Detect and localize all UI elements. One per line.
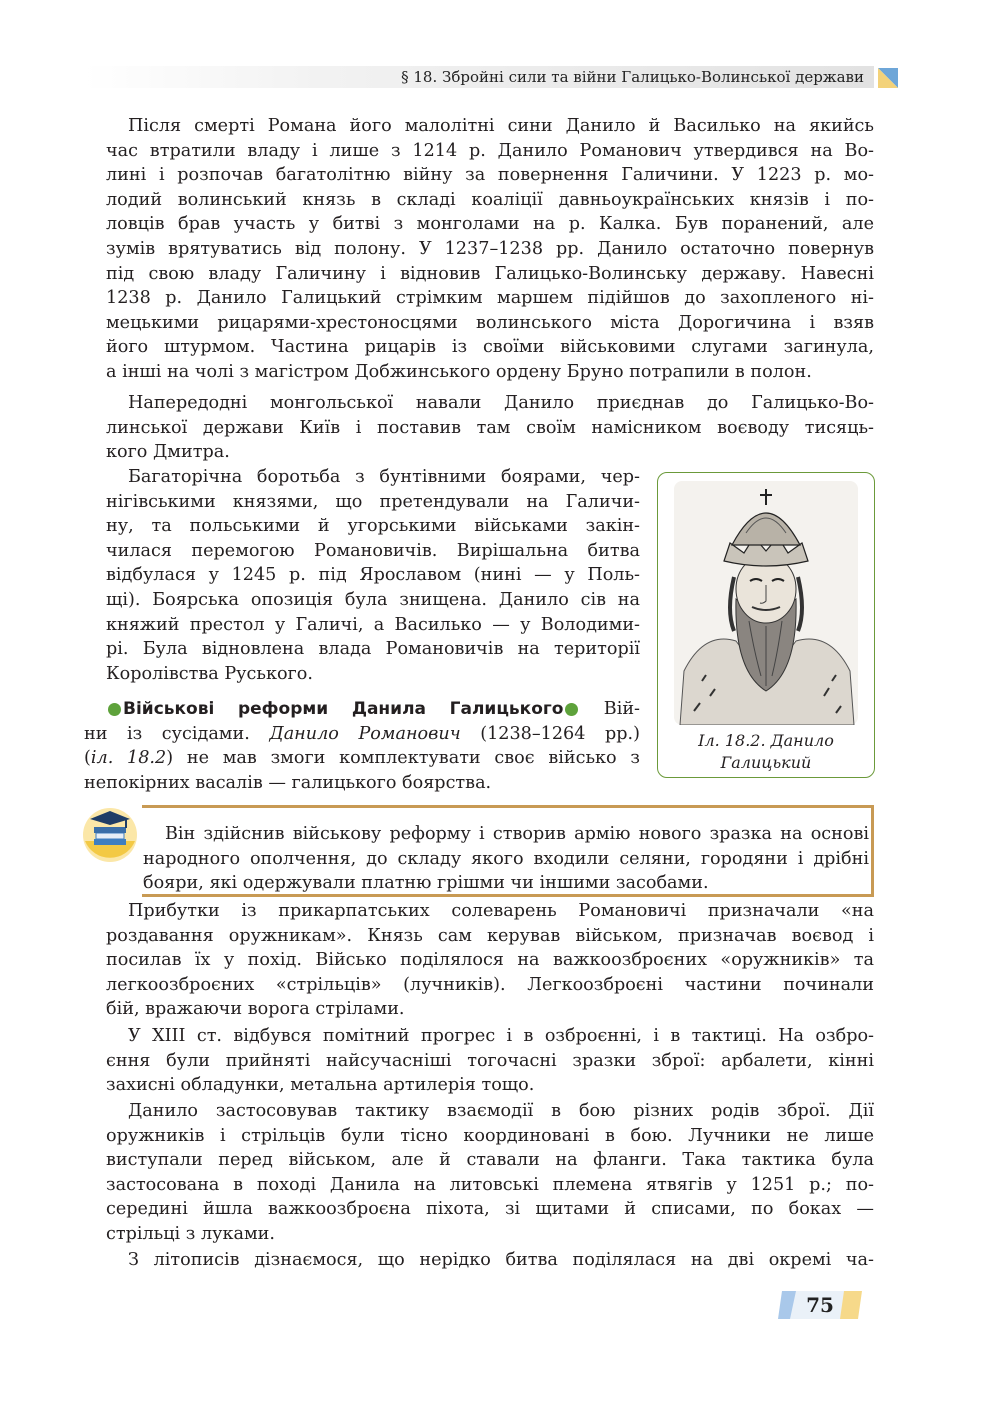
text-line: У XIII ст. відбувся помітний прогрес і в озброєнні, і в тактиці. На озбро- [128, 1026, 874, 1046]
highlight-box-text [143, 822, 869, 896]
text-line: щі). Боярська опозиція була знищена. Данило сів на [106, 589, 640, 610]
text-line: єння були прийняті найсучасніші тогочасні зразки зброї: арбалети, кінні [106, 1050, 874, 1071]
green-bullet-icon [108, 703, 121, 716]
text-line [84, 746, 640, 771]
text-line: легкоозброєних «стрільців» (лучників). Легкоозброєні частини починали [106, 974, 874, 995]
caption-line: Галицький [720, 753, 812, 772]
section-text: ( [84, 748, 91, 769]
text-line: ну, та польськими й угорськими військами закін- [106, 516, 640, 537]
text-line: ловців брав участь у битві з монголами на р. Калка. Був поранений, але [106, 214, 874, 235]
section-italic: іл. 18.2 [90, 748, 167, 769]
section-text: (1238–1264 рр.) [460, 723, 640, 744]
text-line: зумів врятуватись від полону. У 1237–1238 рр. Данило остаточно повернув [106, 238, 874, 259]
paragraph-3 [84, 465, 640, 686]
paragraph-1 [84, 114, 874, 385]
caption-line: Іл. 18.2. Данило [698, 731, 834, 750]
text-line: лодий волинський князь в складі коаліції давньоукраїнських князів і по- [106, 189, 874, 210]
section-text: ) не мав змоги комплектувати своє військо з [166, 748, 640, 769]
text-line: линської держави Київ і поставив там своїм намісником воєводу тисяць- [106, 417, 874, 438]
portrait-illustration [674, 481, 858, 725]
text-line: стрільці з луками. [106, 1223, 275, 1244]
text-line: Данило застосовував тактику взаємодії в бою різних родів зброї. Дії [128, 1101, 874, 1121]
section-text: ни із сусідами. [84, 723, 270, 744]
text-line: кого Дмитра. [106, 442, 230, 463]
text-line: Прибутки із прикарпатських солеварень Романовичі призначали «на [128, 901, 874, 921]
section-text: Вій- [580, 699, 640, 719]
paragraph-4 [84, 899, 874, 1022]
text-line: час втратили владу і лише з 1214 р. Данило Романович утвердився на Во- [106, 140, 874, 161]
text-line: княжий престол у Галичі, а Василько — у Володими- [106, 614, 640, 635]
figure-caption [658, 730, 874, 774]
paragraph-6 [84, 1099, 874, 1247]
paragraph-7 [84, 1248, 874, 1273]
text-line: а інші на чолі з магістром Добжинського ордену Бруно потрапили в полон. [106, 361, 812, 382]
text-line: виступали перед військом, але й ставали на фланги. Така тактика була [106, 1150, 874, 1171]
text-line: Після смерті Романа його малолітні сини Данило й Василько на якийсь [128, 116, 874, 136]
text-line: Він здійснив військову реформу і створив армію нового зразка на основі [165, 824, 869, 844]
text-line [84, 697, 640, 722]
paragraph-5 [84, 1024, 874, 1098]
green-bullet-icon [565, 703, 578, 716]
text-line: Королівства Руського. [106, 663, 313, 684]
text-line: посилав їх у похід. Військо поділялося на важкоозброєних «оружників» та [106, 950, 874, 971]
text-line: непокірних васалів — галицького боярства. [84, 772, 492, 793]
text-line: мецькими рицарями-хрестоносцями волинського міста Дорогичина і взяв [106, 312, 874, 333]
text-line [84, 722, 640, 747]
paragraph-2 [84, 391, 874, 465]
running-header [84, 66, 874, 88]
section-title: Військові реформи Данила Галицького [123, 699, 564, 719]
text-line: лині і розпочав багатолітню війну за повернення Галичини. У 1223 р. мо- [106, 165, 874, 186]
running-header-title: § 18. Збройні сили та війни Галицько-Волинської держави [401, 68, 864, 86]
text-line: народного ополчення, до складу якого входили селяни, городяни і дрібні [143, 848, 869, 869]
text-line: Напередодні монгольської навали Данило приєднав до Галицько-Во- [128, 393, 874, 413]
text-line: нігівськими князями, що претендували на Галичи- [106, 491, 640, 512]
section-paragraph [84, 697, 640, 795]
text-line: середині йшла важкоозброєна піхота, зі щитами й списами, по боках — [106, 1199, 874, 1220]
text-line: бій, вражаючи ворога стрілами. [106, 999, 405, 1020]
text-line: чилася перемогою Романовичів. Вирішальна битва [106, 540, 640, 561]
text-line: З літописів дізнаємося, що нерідко битва поділялася на дві окремі ча- [128, 1250, 874, 1270]
text-line: бояри, які одержували платню грішми чи іншими засобами. [143, 873, 709, 894]
corner-triangle-icon [878, 68, 898, 88]
page-number-badge [778, 1289, 862, 1321]
text-line: відбулася у 1245 р. під Ярославом (нині — у Поль- [106, 565, 640, 586]
section-italic: Данило Романович [269, 723, 461, 744]
page-number: 75 [806, 1293, 834, 1317]
education-books-icon [80, 803, 140, 863]
text-line: рі. Була відновлена влада Романовичів на території [106, 639, 640, 660]
text-line: його штурмом. Частина рицарів із своїми військовими слугами загинула, [106, 337, 874, 358]
text-line: 1238 р. Данило Галицький стрімким маршем підійшов до захопленого ні- [106, 288, 874, 309]
text-line: застосована в поході Данила на литовські племена ятвягів у 1251 р.; по- [106, 1174, 874, 1195]
text-line: роздавання оружникам». Князь сам керував військом, призначав воєвод і [106, 925, 874, 946]
text-line: оружників і стрільців були тісно координовані в бою. Лучники не лише [106, 1125, 874, 1146]
text-line: Багаторічна боротьба з бунтівними боярами, чер- [128, 467, 640, 487]
text-line: захисні обладунки, метальна артилерія тощо. [106, 1075, 535, 1096]
figure-portrait-frame [657, 472, 875, 778]
text-line: під свою владу Галичину і відновив Галицько-Волинську державу. Навесні [106, 263, 874, 284]
